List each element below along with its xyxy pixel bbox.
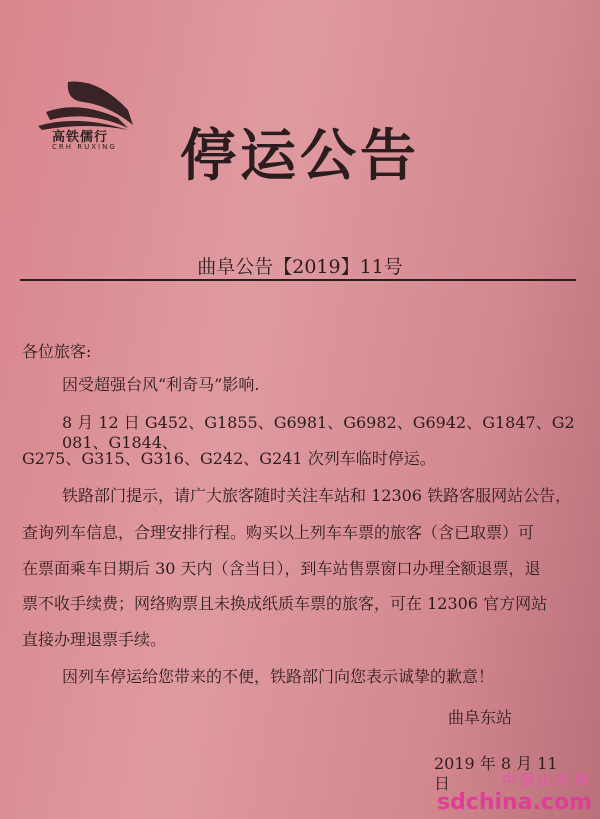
paragraph-line: 在票面乘车日期后 30 天内（含当日），到车站售票窗口办理全额退票，退 [22, 559, 541, 578]
divider [20, 279, 576, 281]
paragraph-line: G275、G315、G316、G242、G241 次列车临时停运。 [22, 449, 436, 468]
logo-name-en: CRH RUXING [52, 143, 117, 151]
page-title: 停运公告 [180, 123, 420, 189]
greeting: 各位旅客: [22, 342, 92, 361]
signature: 曲阜东站 [448, 708, 513, 727]
date: 2019 年 8 月 11 日 [434, 754, 558, 793]
paragraph-line: 直接办理退票手续。 [22, 630, 167, 649]
notice-number: 曲阜公告【2019】11号 [197, 256, 403, 278]
watermark-en: sdchina.com [436, 790, 592, 815]
paragraph-line: 票不收手续费；网络购票且未换成纸质车票的旅客，可在 12306 官方网站 [22, 594, 548, 613]
paragraph-line: 铁路部门提示，请广大旅客随时关注车站和 12306 铁路客服网站公告， [62, 486, 572, 505]
watermark-cn: 中国山东网 [502, 773, 592, 789]
logo-name-cn: 高铁儒行 [52, 130, 109, 145]
paragraph-line: 因受超强台风“利奇马”影响. [62, 375, 260, 394]
watermark [437, 770, 592, 815]
paragraph-line: 查询列车信息，合理安排行程。购买以上列车车票的旅客（含已取票）可 [22, 523, 535, 542]
paragraph-line: 8 月 12 日 G452、G1855、G6981、G6982、G6942、G1847、G2081、G1844、 [62, 413, 575, 452]
paragraph-line: 因列车停运给您带来的不便，铁路部门向您表示诚挚的歉意！ [62, 667, 495, 686]
